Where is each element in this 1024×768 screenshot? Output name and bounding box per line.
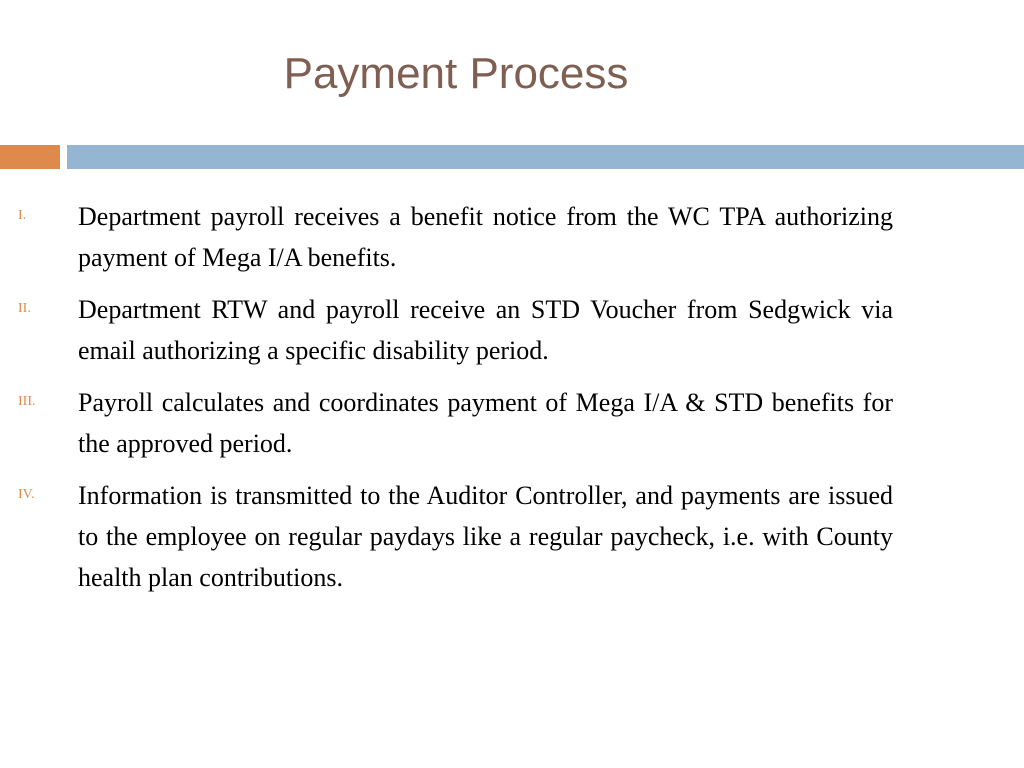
- bullet-marker: III.: [18, 394, 36, 409]
- bullet-text: Payroll calculates and coordinates payment of Mega I/A & STD benefits for the approved period.: [78, 388, 893, 458]
- bullet-marker: I.: [18, 208, 27, 223]
- bullet-list: [0, 196, 1024, 609]
- bullet-text: Department RTW and payroll receive an STD Voucher from Sedgwick via email authorizing a specific disability period.: [78, 295, 893, 365]
- list-item: [0, 196, 1024, 278]
- list-item: [0, 382, 1024, 464]
- bullet-marker: II.: [18, 301, 31, 316]
- accent-bar-blue: [67, 145, 1024, 169]
- bullet-text: Information is transmitted to the Auditor Controller, and payments are issued to the employee on regular paydays like a regular paycheck, i.e. with County health plan contributions.: [78, 481, 893, 592]
- list-item: [0, 289, 1024, 371]
- slide-title: Payment Process: [283, 49, 629, 98]
- bullet-marker: IV.: [18, 487, 35, 502]
- accent-bar-orange: [0, 145, 60, 169]
- bullet-text: Department payroll receives a benefit notice from the WC TPA authorizing payment of Mega I/A benefits.: [78, 202, 893, 272]
- list-item: [0, 475, 1024, 598]
